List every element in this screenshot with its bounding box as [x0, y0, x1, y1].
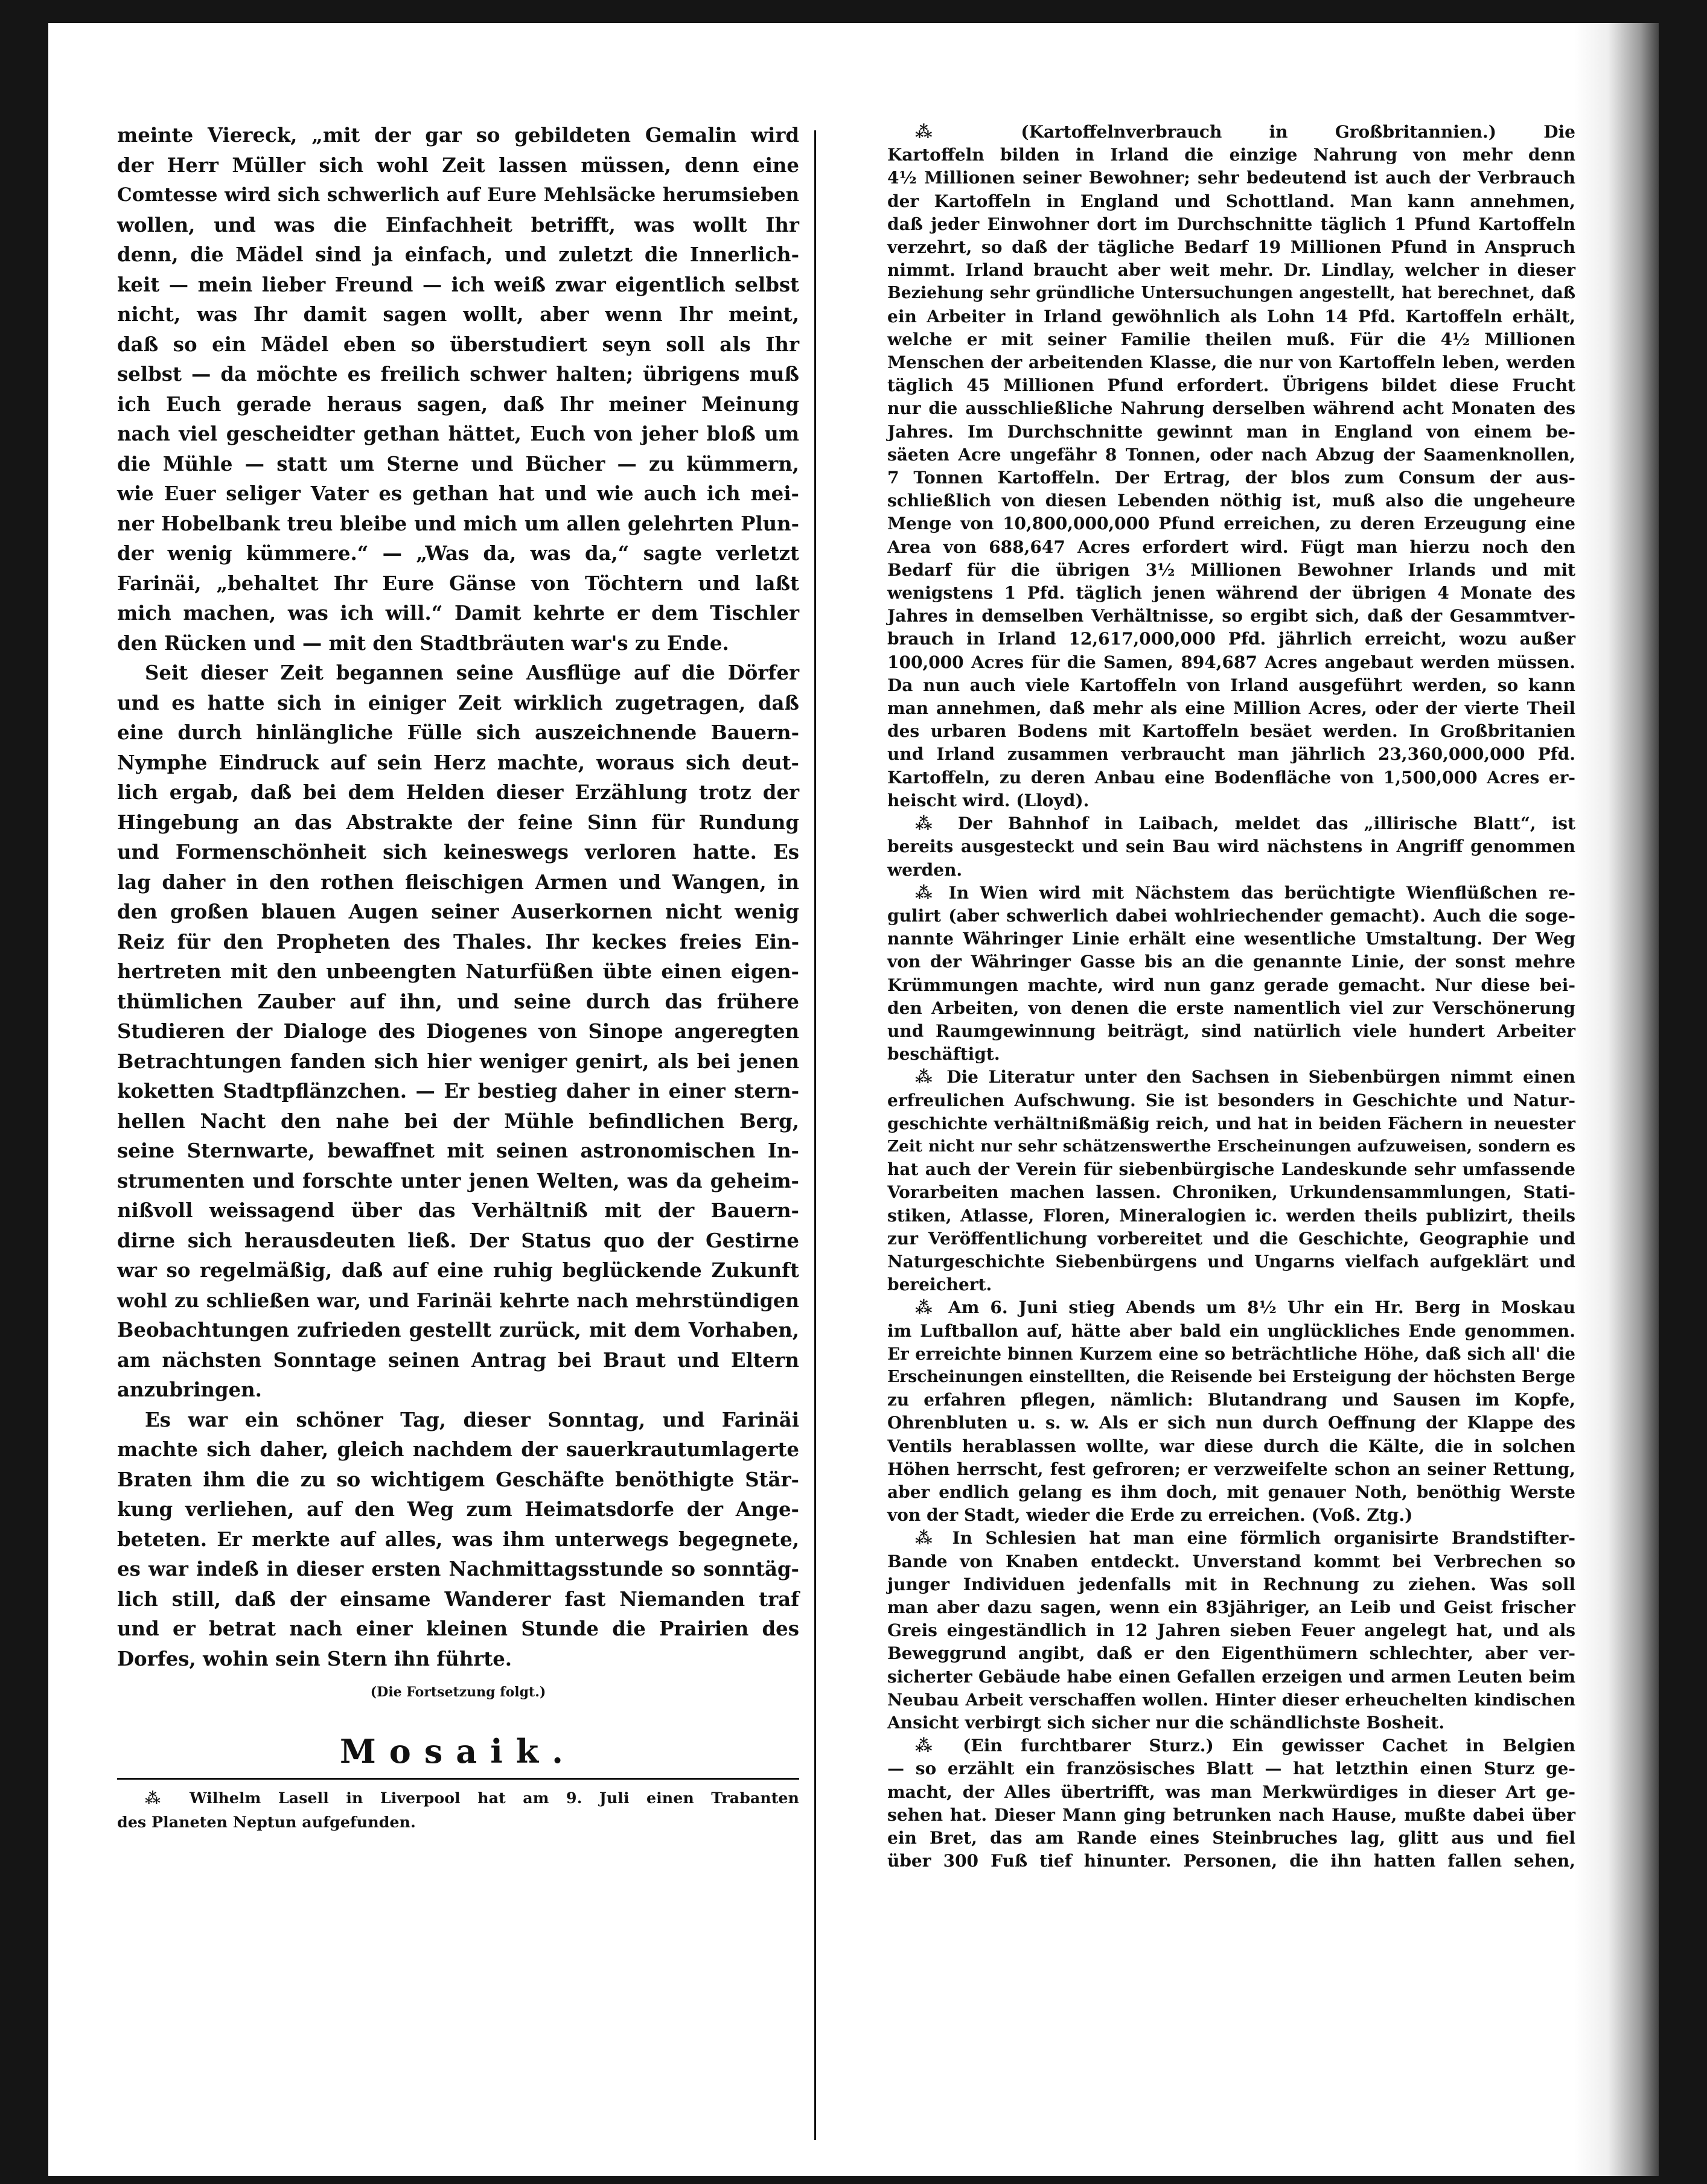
story-line: thümlichen Zauber auf ihn, und seine durch das frühere	[117, 990, 799, 1013]
story-line: Dorfes, wohin sein Stern ihn führte.	[117, 1647, 512, 1670]
news-line: von der Stadt, wieder die Erde zu erreichen. (Voß. Ztg.)	[887, 1505, 1413, 1526]
story-line: Es war ein schöner Tag, dieser Sonntag, und Farinäi	[145, 1408, 799, 1431]
news-line: Ansicht verbirgt sich sicher nur die schändlichste Bosheit.	[887, 1713, 1445, 1733]
news-line: zur Veröffentlichung vorbereitet und die Geschichte, Geographie und	[887, 1228, 1575, 1249]
news-line: Naturgeschichte Siebenbürgens und Ungarns vielfach aufgeklärt und	[887, 1251, 1575, 1272]
news-line: daß jeder Einwohner dort im Durchschnitte täglich 1 Pfund Kartoffeln	[887, 214, 1575, 234]
news-line: über 300 Fuß tief hinunter. Personen, die ihn hatten fallen sehen,	[887, 1851, 1575, 1871]
news-line: 7 Tonnen Kartoffeln. Der Ertrag, der blos zum Consum der aus-	[887, 468, 1575, 488]
story-line: und es hatte sich in einiger Zeit wirklich zugetragen, daß	[117, 691, 799, 715]
news-line: Beziehung sehr gründliche Untersuchungen angestellt, hat berechnet, daß	[887, 284, 1575, 303]
news-line: Ventils herablassen wollte, war diese durch die Kälte, die in solchen	[887, 1436, 1575, 1456]
news-line: schließlich von diesen Lebenden nöthig ist, muß also die ungeheure	[887, 491, 1575, 511]
story-line: den Rücken und — mit den Stadtbräuten war's zu Ende.	[117, 631, 729, 655]
story-line: denn, die Mädel sind ja einfach, und zuletzt die Innerlich-	[117, 243, 799, 266]
story-line: kung verliehen, auf den Weg zum Heimatsdorfe der Ange-	[117, 1498, 799, 1521]
story-line: nach viel gescheidter gethan hättet, Euch von jeher bloß um	[117, 422, 799, 445]
news-line: Bedarf für die übrigen 3½ Millionen Bewohner Irlands und mit	[887, 559, 1575, 580]
story-line: lag daher in den rothen fleischigen Armen und Wangen, in	[117, 870, 799, 894]
story-line: den großen blauen Augen seiner Auserkornen nicht wenig	[117, 900, 799, 923]
news-line: geschichte verhältnißmäßig reich, und hat in beiden Fächern in neuester	[887, 1113, 1575, 1133]
left-column	[117, 121, 799, 1834]
news-line: täglich 45 Millionen Pfund erfordert. Übrigens bildet diese Frucht	[887, 375, 1575, 396]
story-line: Reiz für den Propheten des Thales. Ihr keckes freies Ein-	[117, 930, 799, 954]
news-line: verzehrt, so daß der tägliche Bedarf 19 Millionen Pfund in Anspruch	[887, 237, 1575, 258]
page-edge-shadow	[1574, 23, 1659, 2176]
story-paragraph	[117, 658, 799, 1406]
news-line: ein Bret, das am Rande eines Steinbruches lag, glitt aus und fiel	[887, 1828, 1575, 1848]
news-line: und Raumgewinnung beiträgt, sind natürlich viele hundert Arbeiter	[887, 1020, 1575, 1041]
news-line: ⁂ In Schlesien hat man eine förmlich organisirte Brandstifter-	[915, 1528, 1575, 1549]
news-line: stiken, Atlasse, Floren, Mineralogien ic. werden theils publizirt, theils	[887, 1205, 1575, 1226]
news-line: — so erzählt ein französisches Blatt — hat letzthin einen Sturz ge-	[887, 1759, 1575, 1779]
news-line: ⁂ (Ein furchtbarer Sturz.) Ein gewisser Cachet in Belgien	[915, 1736, 1575, 1756]
story-line: selbst — da möchte es freilich schwer halten; übrigens muß	[117, 363, 799, 386]
news-line: und Irland zusammen verbraucht man jährlich 23,360,000,000 Pfd.	[887, 744, 1575, 765]
news-line: Zeit nicht nur sehr schätzenswerthe Erscheinungen aufzuweisen, sondern es	[887, 1136, 1575, 1156]
story-line: mich machen, was ich will.“ Damit kehrte er dem Tischler	[117, 602, 799, 625]
story-line: Braten ihm die zu so wichtigem Geschäfte benöthigte Stär-	[117, 1468, 799, 1491]
story-line: wohl zu schließen war, und Farinäi kehrte nach mehrstündigen	[117, 1289, 799, 1312]
news-line: Krümmungen machte, wird nun ganz gerade gemacht. Nur diese bei-	[887, 975, 1575, 995]
story-line: ich Euch gerade heraus sagen, daß Ihr meiner Meinung	[117, 392, 799, 416]
news-line: sehen hat. Dieser Mann ging betrunken nach Hause, mußte dabei über	[887, 1804, 1575, 1825]
story-line: lich still, daß der einsame Wanderer fast Niemanden traf	[117, 1587, 799, 1611]
story-line: eine durch hinlängliche Fülle sich auszeichnende Bauern-	[117, 721, 799, 744]
news-line: brauch in Irland 12,617,000,000 Pfd. jährlich erreicht, wozu außer	[887, 629, 1575, 649]
mosaik-item-line: des Planeten Neptun aufgefunden.	[117, 1813, 416, 1831]
story-line: Beobachtungen zufrieden gestellt zurück, mit dem Vorhaben,	[117, 1319, 799, 1342]
story-line: hertreten mit den unbeengten Naturfüßen übte einen eigen-	[117, 960, 799, 983]
news-line: wenigstens 1 Pfd. täglich jenen während der übrigen 4 Monate des	[887, 583, 1575, 603]
story-line: die Mühle — statt um Sterne und Bücher — zu kümmern,	[117, 452, 799, 476]
story-line: wie Euer seliger Vater es gethan hat und wie auch ich mei-	[117, 482, 799, 505]
story-line: daß so ein Mädel eben so überstudiert seyn soll als Ihr	[117, 333, 799, 356]
story-line: Farinäi, „behaltet Ihr Eure Gänse von Töchtern und laßt	[117, 571, 799, 595]
story-line: Nymphe Eindruck auf sein Herz machte, woraus sich deut-	[117, 751, 799, 774]
news-line: Höhen herrscht, fest gefroren; er verzweifelte schon an seiner Rettung,	[887, 1459, 1575, 1479]
news-line: aber endlich gelang es ihm doch, mit genauer Noth, benöthig Werste	[887, 1482, 1575, 1502]
news-line: nannte Währinger Linie erhält eine wesentliche Umstaltung. Der Weg	[887, 929, 1575, 949]
news-line: Menschen der arbeitenden Klasse, die nur von Kartoffeln leben, werden	[887, 352, 1575, 373]
news-line: im Luftballon auf, hätte aber bald ein unglückliches Ende genommen.	[887, 1320, 1575, 1341]
story-line: koketten Stadtpflänzchen. — Er bestieg daher in einer stern-	[117, 1080, 799, 1103]
news-line: hat auch der Verein für siebenbürgische Landeskunde sehr umfassende	[887, 1159, 1575, 1180]
story-line: wollen, und was die Einfachheit betrifft, was wollt Ihr	[117, 213, 799, 237]
story-line: hellen Nacht den nahe bei der Mühle befindlichen Berg,	[117, 1109, 799, 1133]
news-line: Neubau Arbeit verschaffen wollen. Hinter dieser erheuchelten kindischen	[887, 1690, 1575, 1710]
news-line: sicherter Gebäude habe einen Gefallen erzeigen und armen Leuten beim	[887, 1666, 1575, 1687]
news-item	[887, 1066, 1575, 1296]
news-line: nur die ausschließliche Nahrung derselben während acht Monaten des	[887, 398, 1575, 419]
news-line: Kartoffeln, zu deren Anbau eine Bodenfläche von 1,500,000 Acres er-	[887, 767, 1575, 788]
continuation-note: (Die Fortsetzung folgt.)	[370, 1684, 546, 1700]
story-line: anzubringen.	[117, 1378, 262, 1401]
story-line: beteten. Er merkte auf alles, was ihm unterwegs begegnete,	[117, 1527, 799, 1551]
news-line: der Kartoffeln in England und Schottland. Man kann annehmen,	[887, 191, 1575, 211]
news-line: beschäftigt.	[887, 1044, 1000, 1065]
story-paragraph	[117, 1406, 799, 1675]
news-line: ⁂ Am 6. Juni stieg Abends um 8½ Uhr ein Hr. Berg in Moskau	[915, 1297, 1575, 1318]
news-line: ⁂ Die Literatur unter den Sachsen in Siebenbürgen nimmt einen	[915, 1067, 1575, 1087]
news-line: Jahres in demselben Verhältnisse, so ergibt sich, daß der Gesammtver-	[887, 606, 1575, 626]
news-line: man aber dazu sagen, wenn ein 83jähriger, an Leib und Geist frischer	[887, 1597, 1575, 1617]
news-line: bereichert.	[887, 1275, 992, 1295]
news-line: Ohrenbluten u. s. w. Als er sich nun durch Oeffnung der Klappe des	[887, 1413, 1575, 1433]
story-line: am nächsten Sonntage seinen Antrag bei Braut und Eltern	[117, 1348, 799, 1372]
section-title-mosaik: Mosaik.	[340, 1732, 576, 1771]
news-line: junger Individuen jedenfalls mit in Rechnung zu ziehen. Was soll	[887, 1574, 1575, 1594]
news-line: 4½ Millionen seiner Bewohner; sehr bedeutend ist auch der Verbrauch	[887, 168, 1575, 188]
news-line: Er erreichte binnen Kurzem eine so beträchtliche Höhe, daß sich all' die	[887, 1343, 1575, 1364]
story-line: Hingebung an das Abstrakte der feine Sinn für Rundung	[117, 810, 799, 834]
news-item	[887, 1296, 1575, 1527]
news-line: zu erfahren pflegen, nämlich: Blutandrang und Sausen im Kopfe,	[887, 1390, 1575, 1410]
story-line: und er betrat nach einer kleinen Stunde die Prairien des	[117, 1617, 799, 1640]
news-item	[887, 1527, 1575, 1734]
story-line: meinte Viereck, „mit der gar so gebildeten Gemalin wird	[117, 124, 799, 147]
news-line: Da nun auch viele Kartoffeln von Irland ausgeführt werden, so kann	[887, 675, 1575, 695]
news-line: Area von 688,647 Acres erfordert wird. Fügt man hierzu noch den	[887, 536, 1575, 557]
story-line: dirne sich herausdeuten ließ. Der Status quo der Gestirne	[117, 1229, 799, 1252]
story-line: ner Hobelbank treu bleibe und mich um allen gelehrten Plun-	[117, 512, 799, 535]
news-line: ⁂ (Kartoffelnverbrauch in Großbritannien.) Die	[915, 122, 1575, 142]
story-line: machte sich daher, gleich nachdem der sauerkrautumlagerte	[117, 1438, 799, 1461]
news-line: gulirt (aber schwerlich dabei wohlriechender gemacht). Auch die soge-	[887, 905, 1575, 926]
news-line: werden.	[887, 859, 963, 880]
news-line: von der Währinger Gasse bis an die genannte Linie, der sonst mehre	[887, 952, 1575, 972]
story-line: es war indeß in dieser ersten Nachmittagsstunde so sonntäg-	[117, 1558, 799, 1581]
news-line: säeten Acre ungefähr 8 Tonnen, oder nach Abzug der Saamenknollen,	[887, 444, 1575, 465]
right-column	[887, 121, 1575, 1873]
news-line: Erscheinungen einstellten, die Reisende bei Ersteigung der höchsten Berge	[887, 1367, 1575, 1386]
story-line: strumenten und forschte unter jenen Welten, was da geheim-	[117, 1169, 799, 1192]
story-line: Betrachtungen fanden sich hier weniger genirt, als bei jenen	[117, 1049, 799, 1073]
story-line: und Formenschönheit sich keineswegs verloren hatte. Es	[117, 841, 799, 864]
news-item	[887, 882, 1575, 1066]
news-line: Bande von Knaben entdeckt. Unverstand kommt bei Verbrechen so	[887, 1551, 1575, 1571]
story-line: war so regelmäßig, daß auf eine ruhig beglückende Zukunft	[117, 1259, 799, 1282]
news-line: heischt wird. (Lloyd).	[887, 790, 1090, 810]
news-line: Greis eingeständlich in 12 Jahren sieben Feuer angelegt hat, und als	[887, 1620, 1575, 1641]
story-line: seine Sternwarte, bewaffnet mit seinen astronomischen In-	[117, 1139, 799, 1162]
news-item	[887, 1734, 1575, 1873]
news-item	[887, 812, 1575, 882]
story-line: der wenig kümmere.“ — „Was da, was da,“ sagte verletzt	[117, 542, 799, 565]
news-line: ⁂ Der Bahnhof in Laibach, meldet das „illirische Blatt“, ist	[915, 813, 1575, 834]
story-line: nißvoll weissagend über das Verhältniß mit der Bauern-	[117, 1199, 799, 1222]
news-line: den Arbeiten, von denen die erste namentlich viel zur Verschönerung	[887, 998, 1575, 1018]
news-line: erfreulichen Aufschwung. Sie ist besonders in Geschichte und Natur-	[887, 1090, 1575, 1110]
news-item	[887, 121, 1575, 812]
news-line: Menge von 10,800,000,000 Pfund erreichen, zu deren Erzeugung eine	[887, 514, 1575, 534]
news-line: ein Arbeiter in Irland gewöhnlich als Lohn 14 Pfd. Kartoffeln erhält,	[887, 306, 1575, 326]
news-line: Beweggrund angibt, daß er den Eigenthümern schlechter, aber ver-	[887, 1643, 1575, 1664]
story-line: Studieren der Dialoge des Diogenes von Sinope angeregten	[117, 1020, 799, 1043]
news-line: nimmt. Irland braucht aber weit mehr. Dr. Lindlay, welcher in dieser	[887, 260, 1575, 281]
news-line: des urbaren Bodens mit Kartoffeln besäet werden. In Großbritanien	[887, 721, 1575, 742]
column-divider	[814, 130, 816, 2140]
news-line: 100,000 Acres für die Samen, 894,687 Acres angebaut werden müssen.	[887, 652, 1575, 672]
story-line: lich ergab, daß bei dem Helden dieser Erzählung trotz der	[117, 781, 799, 804]
news-line: Vorarbeiten machen lassen. Chroniken, Urkundensammlungen, Stati-	[887, 1182, 1575, 1203]
news-line: Kartoffeln bilden in Irland die einzige Nahrung von mehr denn	[887, 145, 1575, 165]
story-line: Seit dieser Zeit begannen seine Ausflüge auf die Dörfer	[145, 661, 799, 684]
news-line: man annehmen, daß mehr als eine Million Acres, oder der vierte Theil	[887, 698, 1575, 719]
story-line: der Herr Müller sich wohl Zeit lassen müssen, denn eine	[117, 153, 799, 177]
story-line: nicht, was Ihr damit sagen wollt, aber wenn Ihr meint,	[117, 303, 799, 326]
story-line: keit — mein lieber Freund — ich weiß zwar eigentlich selbst	[117, 273, 799, 296]
story-paragraph	[117, 121, 799, 658]
news-line: Jahres. Im Durchschnitte gewinnt man in England von einem be-	[887, 421, 1575, 442]
section-rule	[117, 1778, 799, 1780]
story-line: Comtesse wird sich schwerlich auf Eure Mehlsäcke herumsieben	[117, 184, 799, 206]
news-line: ⁂ In Wien wird mit Nächstem das berüchtigte Wienflüßchen re-	[915, 882, 1575, 903]
news-line: bereits ausgesteckt und sein Bau wird nächstens in Angriff genommen	[887, 836, 1575, 857]
mosaik-item-line: ⁂ Wilhelm Lasell in Liverpool hat am 9. Juli einen Trabanten	[145, 1789, 799, 1807]
news-line: macht, der Alles übertrifft, was man Merkwürdiges in dieser Art ge-	[887, 1781, 1575, 1802]
news-line: welche er mit seiner Familie theilen muß. Für die 4½ Millionen	[887, 329, 1575, 349]
